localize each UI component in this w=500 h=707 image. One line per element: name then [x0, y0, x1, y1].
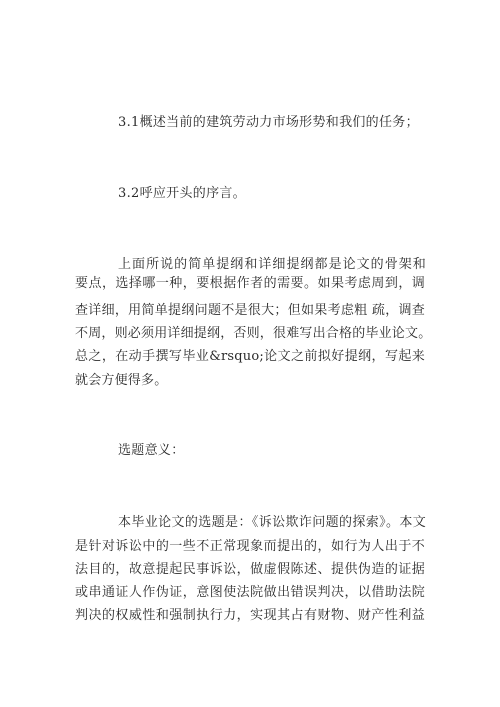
paragraph-line: 本毕业论文的选题是：《诉讼欺诈问题的探索》。本文	[118, 515, 426, 530]
paragraph-line: 判决的权威性和强制执行力，实现其占有财物、财产性利益	[75, 608, 425, 623]
paragraph-line: 总之，在动手撰写毕业&rsquo;论文之前拟好提纲，写起来	[75, 349, 425, 364]
section-heading: 选题意义：	[118, 443, 185, 458]
paragraph-line: 就会方便得多。	[75, 373, 168, 388]
paragraph-line: 是针对诉讼中的一些不正常现象而提出的，如行为人出于不	[75, 539, 425, 554]
paragraph-line: 查详细，用简单提纲问题不是很大；但如果考虑粗 疏，调查	[75, 303, 425, 318]
paragraph-line: 或串通证人作伪证，意图使法院做出错误判决，以借助法院	[75, 585, 425, 600]
outline-item-3-1: 3.1概述当前的建筑劳动力市场形势和我们的任务；	[118, 115, 419, 130]
paragraph-line: 要点，选择哪一种，要根据作者的需要。如果考虑周到，调	[75, 276, 425, 291]
paragraph-line: 法目的，故意提起民事诉讼，做虚假陈述、提供伪造的证据	[75, 562, 425, 577]
paragraph-line: 不周，则必须用详细提纲，否则，很难写出合格的毕业论文。	[75, 326, 432, 341]
outline-item-3-2: 3.2呼应开头的序言。	[118, 186, 246, 201]
paragraph-line: 上面所说的简单提纲和详细提纲都是论文的骨架和	[118, 257, 426, 272]
